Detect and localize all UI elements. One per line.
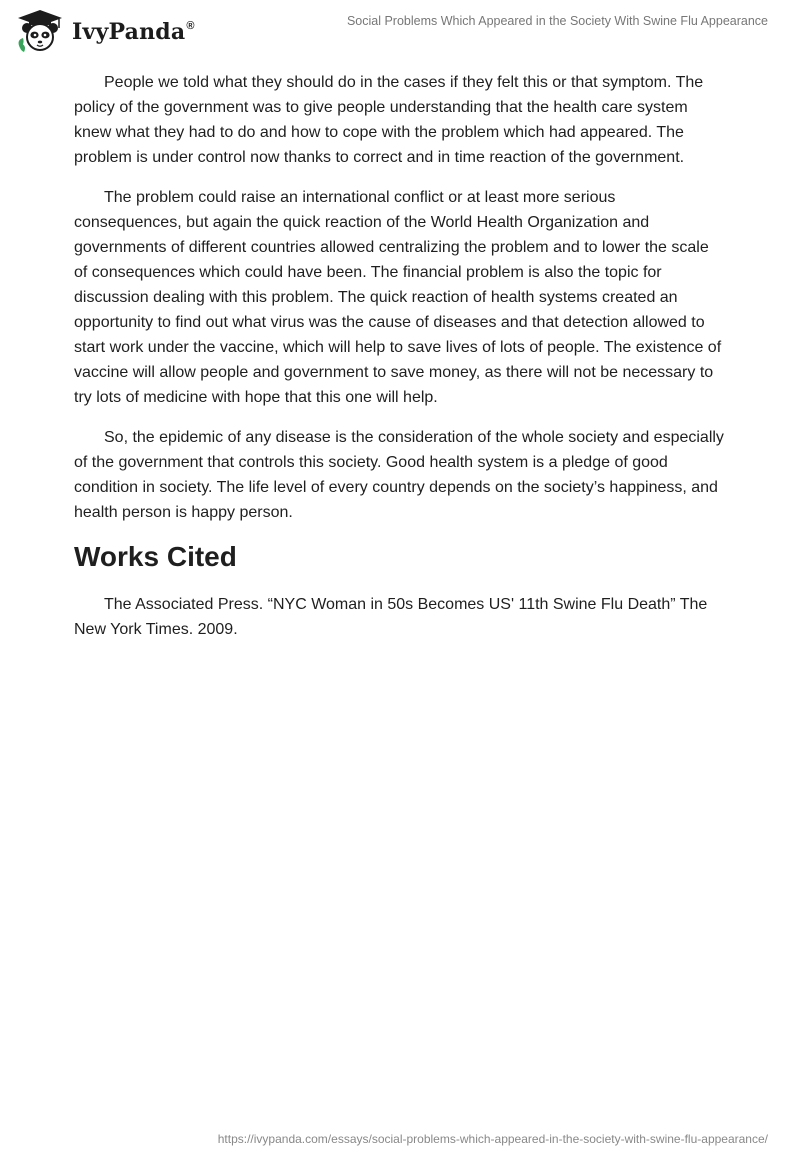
paragraph: The problem could raise an international conflict or at least more serious consequences, but again the quick reaction of the World Health Organization and governments of different countries allowed centralizing the problem and to lower the scale of consequences which could have been. The financial problem is also the topic for discussion dealing with this problem. The quick reaction of health systems created an opportunity to find out what virus was the cause of diseases and that detection allowed to start work under the vaccine, which will help to save lives of lots of people. The existence of vaccine will allow people and government to save money, as there will not be necessary to try lots of medicine with hope that this one will help.: [74, 189, 722, 406]
brand-name: IvyPanda®: [72, 19, 195, 45]
panda-graduate-icon: [14, 8, 66, 54]
registered-mark: ®: [186, 20, 195, 32]
page-header: [0, 0, 800, 60]
paragraph: So, the epidemic of any disease is the consideration of the whole society and especially of the government that controls this society. Good health system is a pledge of good condition in society. The life level of every country depends on the society’s happiness, and health person is happy person.: [74, 429, 724, 521]
paragraph: People we told what they should do in the cases if they felt this or that symptom. The policy of the government was to give people understanding that the health care system knew what they had to do and how to cope with the problem which had appeared. The problem is under control now thanks to correct and in time reaction of the government.: [74, 74, 704, 166]
works-cited-heading: Works Cited: [74, 541, 237, 572]
essay-content: [74, 70, 724, 642]
running-title: Social Problems Which Appeared in the Society With Swine Flu Appearance: [346, 14, 768, 28]
ivypanda-logo[interactable]: [14, 8, 195, 54]
source-url[interactable]: https://ivypanda.com/essays/social-problems-which-appeared-in-the-society-with-swine-flu-appearance/: [217, 1132, 768, 1146]
citation-entry: The Associated Press. “NYC Woman in 50s Becomes US' 11th Swine Flu Death” The New York Times. 2009.: [74, 596, 708, 638]
